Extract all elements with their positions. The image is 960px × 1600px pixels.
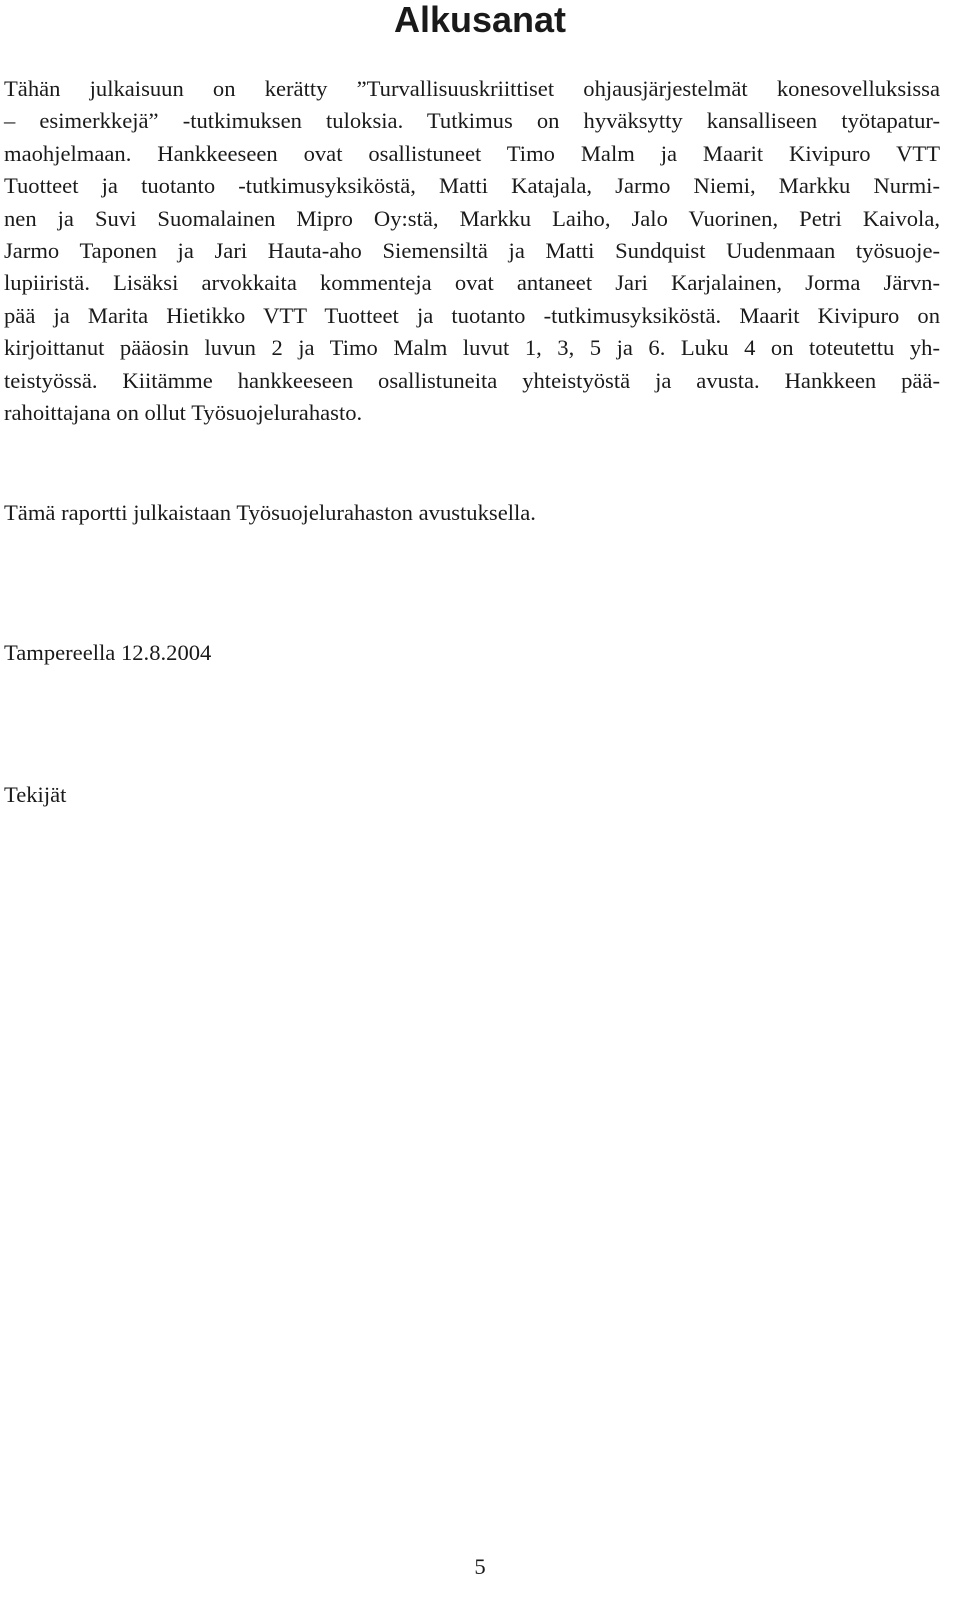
report-note: Tämä raportti julkaistaan Työsuojelurahaston avustuksella. (4, 500, 536, 525)
paragraph-line: teistyössä. Kiitämme hankkeeseen osallistuneita yhteistyöstä ja avusta. Hankkeen pää- (4, 367, 940, 393)
paragraph-line: – esimerkkejä” -tutkimuksen tuloksia. Tutkimus on hyväksytty kansalliseen työtapatur- (4, 108, 940, 134)
page-number: 5 (474, 1554, 486, 1579)
paragraph-line: Tähän julkaisuun on kerätty ”Turvallisuuskriittiset ohjausjärjestelmät konesovelluksissa (4, 76, 940, 101)
paragraph-line: lupiiristä. Lisäksi arvokkaita kommenteja ovat antaneet Jari Karjalainen, Jorma Järvn- (4, 270, 940, 296)
place-date: Tampereella 12.8.2004 (4, 640, 212, 665)
paragraph-line: kirjoittanut pääosin luvun 2 ja Timo Malm luvut 1, 3, 5 ja 6. Luku 4 on toteutettu yh- (4, 335, 940, 361)
paragraph-line: maohjelmaan. Hankkeeseen ovat osallistuneet Timo Malm ja Maarit Kivipuro VTT (4, 140, 940, 166)
signoff: Tekijät (4, 782, 67, 807)
paragraph-line: Tuotteet ja tuotanto -tutkimusyksiköstä, Matti Katajala, Jarmo Niemi, Markku Nurmi- (4, 173, 940, 199)
paragraph-line: nen ja Suvi Suomalainen Mipro Oy:stä, Markku Laiho, Jalo Vuorinen, Petri Kaivola, (4, 205, 940, 231)
paragraph-line: rahoittajana on ollut Työsuojelurahasto. (4, 400, 363, 426)
foreword-paragraph (4, 73, 940, 429)
paragraph-line: pää ja Marita Hietikko VTT Tuotteet ja tuotanto -tutkimusyksiköstä. Maarit Kivipuro on (4, 302, 940, 328)
paragraph-line: Jarmo Taponen ja Jari Hauta-aho Siemensiltä ja Matti Sundquist Uudenmaan työsuoje- (4, 238, 940, 264)
page-title: Alkusanat (393, 0, 567, 40)
